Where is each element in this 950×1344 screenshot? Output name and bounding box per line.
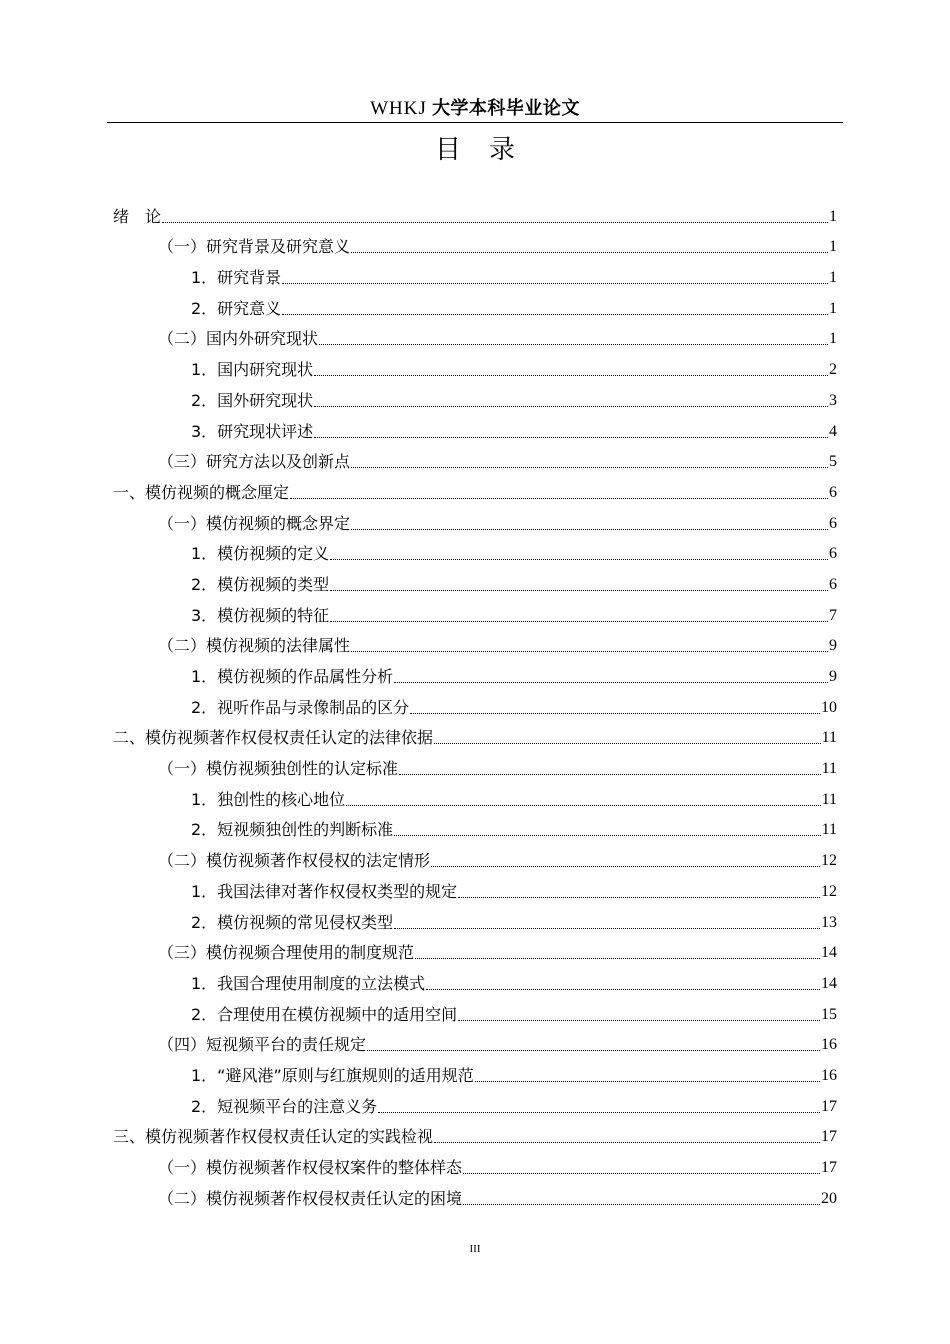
toc-entry[interactable] bbox=[113, 964, 837, 995]
toc-entry-page: 17 bbox=[821, 1128, 837, 1146]
toc-title: 目录 bbox=[434, 135, 543, 165]
toc-entry[interactable] bbox=[113, 1179, 837, 1210]
running-header bbox=[107, 96, 843, 123]
dot-leader bbox=[434, 1142, 820, 1143]
toc-entry-page: 20 bbox=[821, 1189, 837, 1207]
dot-leader bbox=[458, 897, 820, 898]
toc-entry-page: 14 bbox=[821, 974, 837, 992]
toc-entry-page: 6 bbox=[829, 545, 837, 563]
toc-entry-label: （四）短视频平台的责任规定 bbox=[158, 1035, 367, 1055]
dot-leader bbox=[330, 621, 828, 622]
dot-leader bbox=[319, 344, 828, 345]
dot-leader bbox=[290, 498, 828, 499]
dot-leader bbox=[394, 682, 828, 683]
toc-entry-label: （二）模仿视频的法律属性 bbox=[158, 636, 351, 656]
toc-entry-page: 17 bbox=[821, 1159, 837, 1176]
dot-leader bbox=[351, 467, 828, 468]
dot-leader bbox=[330, 590, 828, 591]
dot-leader bbox=[463, 1173, 820, 1174]
toc-entry-label: 1．我国法律对著作权侵权类型的规定 bbox=[191, 881, 458, 901]
toc-entry-label: 1．模仿视频的定义 bbox=[191, 544, 330, 564]
toc-entry-label: 1．我国合理使用制度的立法模式 bbox=[191, 973, 426, 993]
toc-entry-label: （二）模仿视频著作权侵权的法定情形 bbox=[158, 851, 431, 871]
toc-entry[interactable] bbox=[113, 350, 837, 381]
toc-entry-label: 1．模仿视频的作品属性分析 bbox=[191, 667, 394, 686]
toc-entry[interactable] bbox=[113, 1087, 837, 1118]
toc-entry-page: 3 bbox=[829, 391, 837, 409]
toc-entry-label: （二）国内外研究现状 bbox=[158, 329, 319, 349]
dot-leader bbox=[330, 559, 828, 560]
toc-entry-label: 2．国外研究现状 bbox=[191, 390, 314, 410]
toc-entry-label: 2．视听作品与录像制品的区分 bbox=[191, 697, 410, 717]
toc-entry[interactable] bbox=[113, 289, 837, 320]
toc-entry-label: 2．短视频独创性的判断标准 bbox=[191, 820, 394, 840]
page-number: III bbox=[469, 1243, 481, 1255]
toc-entry-label: 三、模仿视频著作权侵权责任认定的实践检视 bbox=[113, 1127, 434, 1147]
dot-leader bbox=[314, 375, 828, 376]
toc-entry-page: 9 bbox=[829, 668, 837, 685]
toc-entry-page: 12 bbox=[821, 852, 837, 870]
dot-leader bbox=[351, 651, 828, 652]
toc-entry[interactable] bbox=[113, 1056, 837, 1087]
dot-leader bbox=[431, 866, 820, 867]
toc-entry[interactable] bbox=[113, 381, 837, 412]
toc-entry[interactable] bbox=[113, 872, 837, 903]
dot-leader bbox=[346, 805, 820, 806]
dot-leader bbox=[426, 989, 820, 990]
toc-entry-page: 1 bbox=[829, 299, 837, 317]
toc-entry[interactable] bbox=[113, 749, 837, 780]
toc-entry[interactable] bbox=[113, 1026, 837, 1057]
dot-leader bbox=[410, 713, 820, 714]
dot-leader bbox=[399, 774, 821, 775]
toc-entry-page: 17 bbox=[821, 1097, 837, 1115]
toc-entry-label: （一）模仿视频著作权侵权案件的整体样态 bbox=[158, 1158, 463, 1177]
toc-entry[interactable] bbox=[113, 780, 837, 811]
toc-entry[interactable] bbox=[113, 443, 837, 474]
toc-entry-page: 12 bbox=[821, 882, 837, 900]
dot-leader bbox=[434, 743, 821, 744]
toc-entry[interactable] bbox=[113, 995, 837, 1026]
toc-entry-label: 二、模仿视频著作权侵权责任认定的法律依据 bbox=[113, 728, 434, 748]
toc-entry[interactable] bbox=[113, 811, 837, 842]
toc-entry-label: 3．模仿视频的特征 bbox=[191, 605, 330, 625]
toc-entry[interactable] bbox=[113, 320, 837, 351]
toc-entry-page: 5 bbox=[829, 453, 837, 471]
toc-entry[interactable] bbox=[113, 1118, 837, 1149]
dot-leader bbox=[394, 928, 820, 929]
toc-entry-label: （三）模仿视频合理使用的制度规范 bbox=[158, 943, 415, 963]
toc-entry-page: 13 bbox=[821, 913, 837, 931]
toc-entry-label: 2．模仿视频的类型 bbox=[191, 574, 330, 594]
toc-entry[interactable] bbox=[113, 412, 837, 443]
dot-leader bbox=[463, 1204, 820, 1205]
toc-entry[interactable] bbox=[113, 1148, 837, 1179]
toc-entry-page: 6 bbox=[829, 575, 837, 593]
toc-entry-page: 11 bbox=[821, 821, 837, 839]
toc-entry-label: 1．研究背景 bbox=[191, 268, 282, 288]
toc-entry-page: 1 bbox=[829, 330, 837, 348]
toc-entry-page: 4 bbox=[829, 422, 837, 440]
dot-leader bbox=[378, 1112, 820, 1113]
table-of-contents bbox=[113, 197, 837, 1210]
toc-entry[interactable] bbox=[113, 841, 837, 872]
toc-entry-label: （三）研究方法以及创新点 bbox=[158, 452, 351, 472]
dot-leader bbox=[458, 1020, 820, 1021]
toc-entry-label: 绪 论 bbox=[113, 206, 162, 226]
toc-entry[interactable] bbox=[113, 688, 837, 719]
toc-entry-page: 14 bbox=[821, 944, 837, 962]
toc-entry[interactable] bbox=[113, 596, 837, 627]
toc-entry[interactable] bbox=[113, 504, 837, 535]
dot-leader bbox=[314, 406, 828, 407]
dot-leader bbox=[351, 252, 828, 253]
toc-entry-label: 2．合理使用在模仿视频中的适用空间 bbox=[191, 1004, 458, 1024]
dot-leader bbox=[162, 222, 828, 223]
dot-leader bbox=[282, 283, 828, 284]
toc-entry-page: 6 bbox=[829, 483, 837, 501]
toc-entry-page: 6 bbox=[829, 514, 837, 532]
header-latin: WHKJ bbox=[370, 98, 427, 119]
toc-entry[interactable] bbox=[113, 473, 837, 504]
toc-entry-label: 2．模仿视频的常见侵权类型 bbox=[191, 912, 394, 932]
toc-entry[interactable] bbox=[113, 903, 837, 934]
toc-entry-page: 11 bbox=[821, 790, 837, 808]
dot-leader bbox=[282, 314, 828, 315]
dot-leader bbox=[314, 437, 828, 438]
toc-entry-page: 1 bbox=[829, 269, 837, 287]
toc-entry[interactable] bbox=[113, 719, 837, 750]
toc-entry-page: 15 bbox=[821, 1005, 837, 1023]
toc-entry-page: 1 bbox=[829, 238, 837, 256]
toc-entry-page: 9 bbox=[829, 637, 837, 655]
toc-entry-page: 11 bbox=[821, 760, 837, 778]
toc-entry[interactable] bbox=[113, 565, 837, 596]
toc-entry-label: （一）模仿视频独创性的认定标准 bbox=[158, 759, 399, 779]
toc-entry-label: 2．研究意义 bbox=[191, 298, 282, 318]
toc-entry[interactable] bbox=[113, 934, 837, 965]
toc-entry-label: 1．独创性的核心地位 bbox=[191, 789, 346, 809]
toc-entry-page: 7 bbox=[829, 606, 837, 624]
toc-entry-label: 一、模仿视频的概念厘定 bbox=[113, 482, 290, 502]
toc-entry-label: 2．短视频平台的注意义务 bbox=[191, 1096, 378, 1116]
toc-entry-label: 3．研究现状评述 bbox=[191, 421, 314, 441]
toc-entry[interactable] bbox=[113, 258, 837, 289]
toc-entry-label: 1．国内研究现状 bbox=[191, 360, 314, 380]
dot-leader bbox=[415, 958, 820, 959]
dot-leader bbox=[367, 1050, 820, 1051]
toc-entry[interactable] bbox=[113, 197, 837, 228]
toc-entry-page: 16 bbox=[821, 1066, 837, 1084]
toc-entry[interactable] bbox=[113, 228, 837, 259]
toc-entry-label: （一）模仿视频的概念界定 bbox=[158, 513, 351, 533]
toc-entry-page: 10 bbox=[821, 698, 837, 716]
header-title: 大学本科毕业论文 bbox=[431, 98, 580, 119]
toc-entry[interactable] bbox=[113, 657, 837, 688]
toc-entry-label: （一）研究背景及研究意义 bbox=[158, 237, 351, 257]
toc-entry-page: 2 bbox=[829, 361, 837, 379]
toc-entry-label: （二）模仿视频著作权侵权责任认定的困境 bbox=[158, 1188, 463, 1208]
toc-entry[interactable] bbox=[113, 627, 837, 658]
dot-leader bbox=[475, 1081, 820, 1082]
toc-entry[interactable] bbox=[113, 535, 837, 566]
toc-entry-page: 16 bbox=[821, 1036, 837, 1054]
toc-entry-label: 1．“避风港”原则与红旗规则的适用规范 bbox=[191, 1065, 474, 1085]
toc-entry-page: 1 bbox=[829, 207, 837, 225]
toc-entry-page: 11 bbox=[821, 729, 837, 747]
dot-leader bbox=[394, 835, 820, 836]
dot-leader bbox=[351, 529, 828, 530]
